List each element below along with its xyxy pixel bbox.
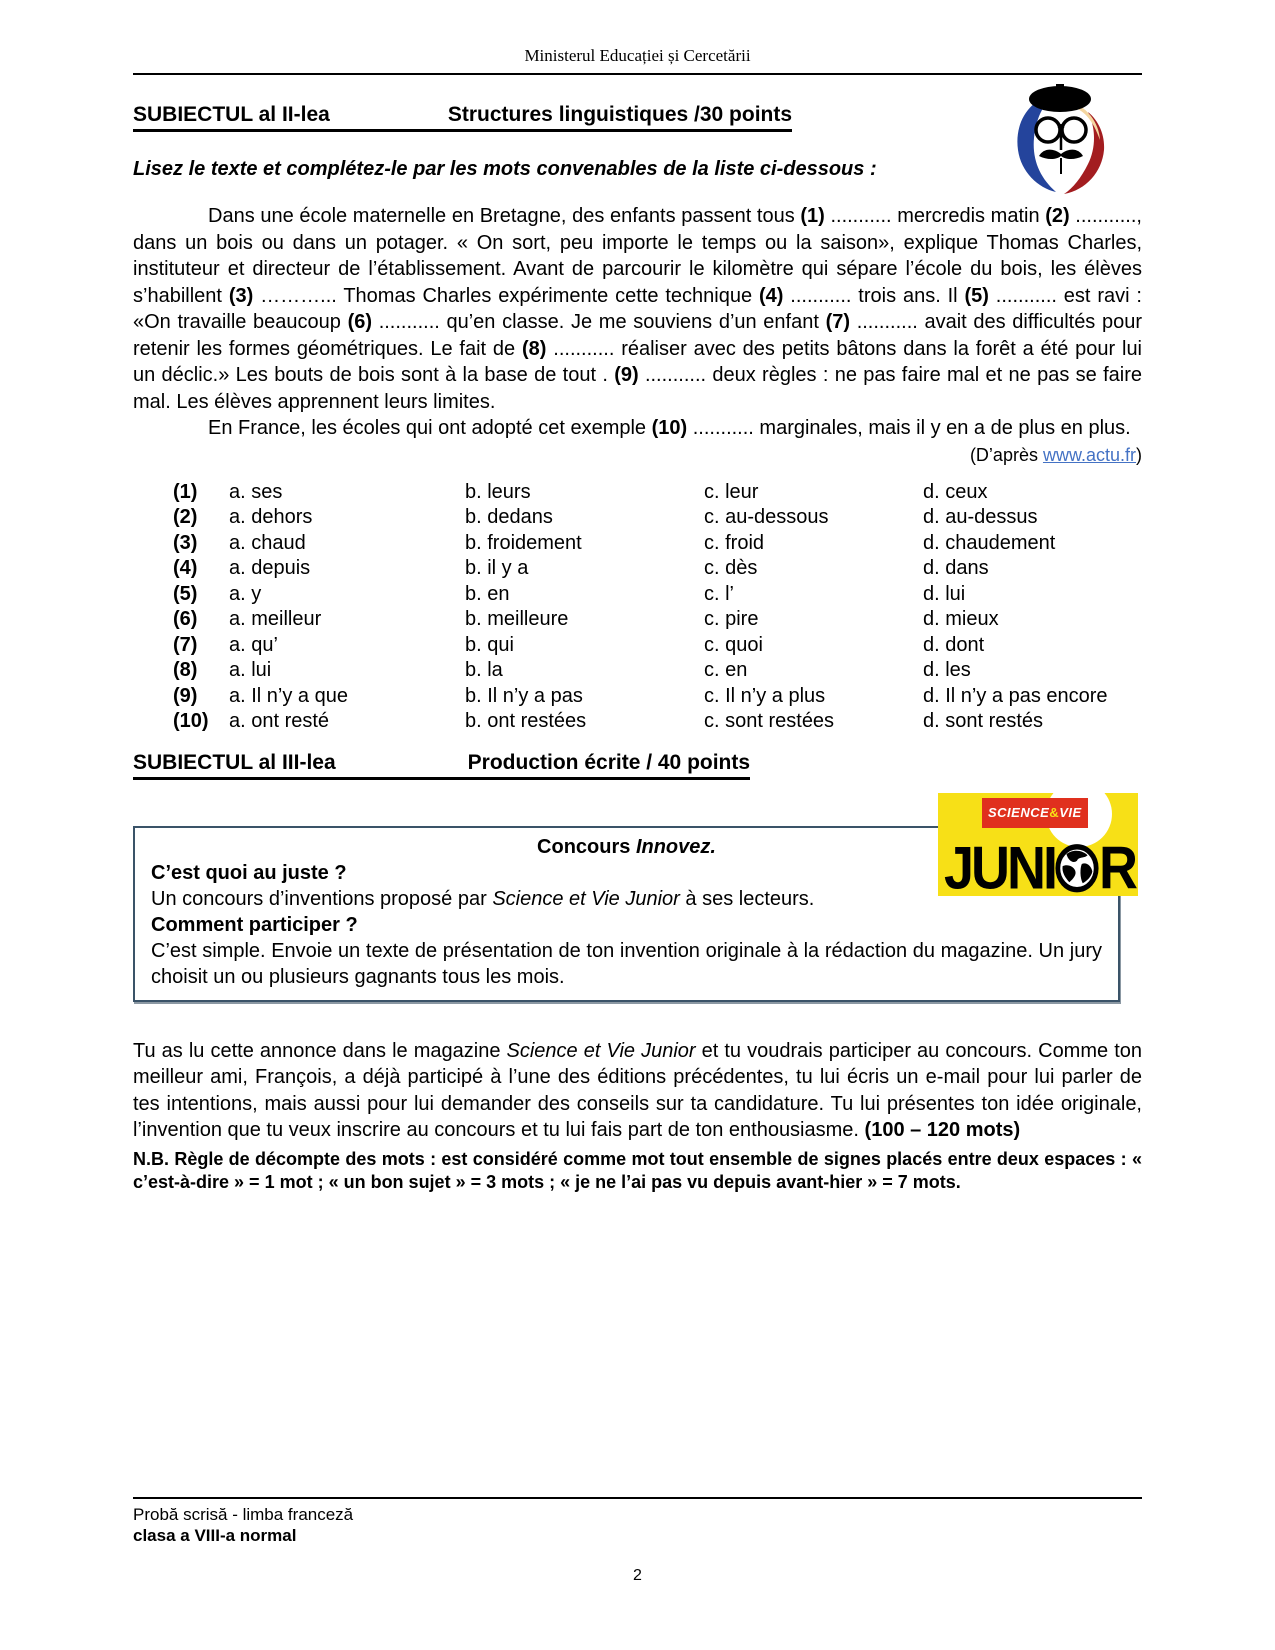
option-c: c. Il n’y a plus <box>704 684 826 707</box>
text-segment: ........... réaliser avec des petits bâtons dans la forêt a été pour lui un déclic.» Les bouts de bois sont à la base de tout . <box>133 337 1143 386</box>
option-b: b. en <box>465 582 510 605</box>
text-segment: (1) <box>800 205 825 227</box>
subject3-title: SUBIECTUL al III-lea <box>133 750 336 774</box>
option-row-2 <box>173 505 1142 531</box>
science-label: SCIENCE <box>988 804 1050 820</box>
option-b: b. qui <box>465 633 514 656</box>
text-segment: ........... trois ans. Il <box>783 284 965 307</box>
option-row-7 <box>173 633 1142 659</box>
vie-label: VIE <box>1059 804 1082 820</box>
footer-exam-type: Probă scrisă - limba franceză <box>133 1505 354 1524</box>
box-question-2: Comment participer ? <box>151 913 358 936</box>
option-row-6 <box>173 607 1142 633</box>
option-c: c. sont restées <box>704 710 835 732</box>
option-number: (1) <box>173 480 198 503</box>
subject2-title: SUBIECTUL al II-lea <box>133 103 330 126</box>
option-number: (3) <box>173 531 198 554</box>
option-b: b. Il n’y a pas <box>465 684 583 707</box>
option-row-3 <box>173 531 1142 557</box>
cloze-paragraph-1 <box>133 203 1142 415</box>
option-a: a. ont resté <box>229 710 330 732</box>
option-a: a. depuis <box>229 557 311 579</box>
ampersand: & <box>1049 804 1060 820</box>
option-d: d. les <box>923 659 971 681</box>
ministry-header: Ministerul Educației și Cercetării <box>524 46 751 65</box>
option-number: (7) <box>173 633 198 656</box>
option-b: b. dedans <box>465 506 553 528</box>
option-a: a. y <box>229 582 262 605</box>
option-a: a. chaud <box>229 531 306 554</box>
cloze-paragraph-2 <box>133 415 1142 442</box>
option-number: (10) <box>173 710 209 732</box>
subject2-title-row <box>133 103 1142 132</box>
page-number: 2 <box>633 1567 642 1584</box>
text-segment: ........... mercredis matin <box>824 205 1046 227</box>
box-answer-2: C’est simple. Envoie un texte de présentation de ton invention originale à la rédaction du magazine. Un jury choisit un ou plusieurs gagnants tous les mois. <box>151 939 1102 988</box>
option-row-8 <box>173 658 1142 684</box>
option-number: (2) <box>173 506 198 528</box>
junior-text-right: R <box>1099 834 1136 902</box>
task-paragraph <box>133 1038 1142 1144</box>
footer-class: clasa a VIII-a normal <box>133 1526 297 1545</box>
text-segment: En France, les écoles qui ont adopté cet exemple <box>208 417 652 439</box>
header-divider <box>133 73 1142 75</box>
option-b: b. leurs <box>465 480 531 503</box>
option-number: (4) <box>173 557 198 579</box>
text-segment: ........... est ravi : «On travaille beaucoup <box>133 284 1142 333</box>
text-segment: (3) <box>228 284 254 307</box>
option-a: a. Il n’y a que <box>229 684 348 707</box>
option-c: c. froid <box>704 531 765 554</box>
text-segment: ........... qu’en classe. Je me souviens d’un enfant <box>372 311 826 333</box>
text-segment: ........... marginales, mais il y en a de plus en plus. <box>687 417 1131 439</box>
option-b: b. il y a <box>465 557 529 579</box>
text-segment: (5) <box>964 284 989 307</box>
option-b: b. froidement <box>465 531 582 554</box>
word-count-note: N.B. Règle de décompte des mots : est considéré comme mot tout ensemble de signes placés entre deux espaces : « c’est-à-dire » = 1 mot ; « un bon sujet » = 3 mots ; « je ne l’ai pas vu depuis avant-hier » = 7 mots. <box>133 1148 1142 1192</box>
text-segment: Innovez. <box>635 835 716 858</box>
page-footer <box>133 1497 1142 1546</box>
subject2-points: Structures linguistiques /30 points <box>447 103 793 126</box>
science-et-vie-label <box>982 798 1088 828</box>
source-prefix: (D’après <box>969 444 1043 465</box>
text-segment: ........... avait des difficultés pour retenir les formes géométriques. Le fait de <box>133 311 1143 360</box>
text-segment: ..........., dans un bois ou dans un potager. « On sort, peu importe le temps ou la saison», explique Thomas Charles, instituteur et directeur de l’établissement. Avant de parcourir le kilomètre qui sépare l’école du bois, les élèves s’habillent <box>133 205 1142 307</box>
option-b: b. meilleure <box>465 608 569 630</box>
option-row-1 <box>173 480 1142 506</box>
option-a: a. qu’ <box>229 633 278 656</box>
option-d: d. ceux <box>923 480 988 503</box>
text-segment: Tu as lu cette annonce dans le magazine <box>133 1039 507 1062</box>
option-number: (9) <box>173 684 198 707</box>
option-row-5 <box>173 582 1142 608</box>
option-d: d. chaudement <box>923 531 1056 554</box>
text-segment: ........... deux règles : ne pas faire mal et ne pas se faire mal. Les élèves apprennent leurs limites. <box>133 364 1142 413</box>
subject3-title-row <box>133 751 1142 780</box>
subject2-instruction: Lisez le texte et complétez-le par les mots convenables de la liste ci-dessous : <box>133 158 877 180</box>
options-table <box>173 480 1142 735</box>
option-d: d. dont <box>923 633 985 656</box>
option-d: d. au-dessus <box>923 506 1038 528</box>
globe-icon <box>1054 842 1100 894</box>
option-b: b. ont restées <box>465 710 587 732</box>
text-segment: (8) <box>522 337 547 360</box>
text-segment: (7) <box>825 311 851 333</box>
option-number: (5) <box>173 582 198 605</box>
source-attribution <box>133 445 1142 466</box>
option-number: (6) <box>173 608 198 630</box>
text-segment: Dans une école maternelle en Bretagne, des enfants passent tous <box>208 205 801 227</box>
option-a: a. ses <box>229 480 283 503</box>
source-link[interactable]: www.actu.fr <box>1042 444 1136 465</box>
option-row-9 <box>173 684 1142 710</box>
box-question-1: C’est quoi au juste ? <box>151 861 347 884</box>
option-a: a. dehors <box>229 506 313 528</box>
source-suffix: ) <box>1136 444 1142 465</box>
option-a: a. lui <box>229 659 272 681</box>
text-segment: Science et Vie Junior <box>492 887 680 910</box>
junior-wordmark <box>944 834 1136 902</box>
subject3-points: Production écrite / 40 points <box>467 750 751 774</box>
option-b: b. la <box>465 659 503 681</box>
option-number: (8) <box>173 659 198 681</box>
text-segment: (6) <box>347 311 373 333</box>
option-row-10 <box>173 709 1142 735</box>
option-c: c. dès <box>704 557 758 579</box>
option-c: c. en <box>704 659 748 681</box>
option-row-4 <box>173 556 1142 582</box>
option-d: d. dans <box>923 557 989 579</box>
option-d: d. Il n’y a pas encore <box>923 684 1108 707</box>
option-c: c. au-dessous <box>704 506 829 528</box>
option-c: c. l’ <box>704 582 734 605</box>
concours-box <box>133 804 1136 1002</box>
option-d: d. sont restés <box>923 710 1044 732</box>
option-c: c. quoi <box>704 633 763 656</box>
text-segment: et tu voudrais participer au concours. Comme ton meilleur ami, François, a déjà participé à l’une des éditions précédentes, tu lui écris un e-mail pour lui parler de tes intentions, mais aussi pour lui demander des conseils sur ta candidature. Tu lui présentes ton idée originale, l’invention que tu veux inscrire au concours et tu lui fais part de ton enthousiasme. <box>133 1039 1142 1141</box>
text-segment: Concours <box>537 835 636 858</box>
option-d: d. lui <box>923 582 966 605</box>
text-segment: Un concours d’inventions proposé par <box>151 887 493 910</box>
option-c: c. pire <box>704 608 759 630</box>
text-segment: à ses lecteurs. <box>679 887 815 910</box>
text-segment: (2) <box>1045 205 1070 227</box>
text-segment: ………... Thomas Charles expérimente cette technique <box>253 284 759 307</box>
text-segment: (100 – 120 mots) <box>864 1119 1021 1141</box>
option-a: a. meilleur <box>229 608 322 630</box>
science-vie-junior-logo <box>938 793 1138 902</box>
text-segment: (10) <box>651 417 688 439</box>
option-c: c. leur <box>704 480 759 503</box>
junior-text-left: JUNI <box>944 834 1056 902</box>
text-segment: (4) <box>758 284 784 307</box>
option-d: d. mieux <box>923 608 999 630</box>
text-segment: (9) <box>614 364 639 386</box>
text-segment: Science et Vie Junior <box>506 1039 696 1062</box>
